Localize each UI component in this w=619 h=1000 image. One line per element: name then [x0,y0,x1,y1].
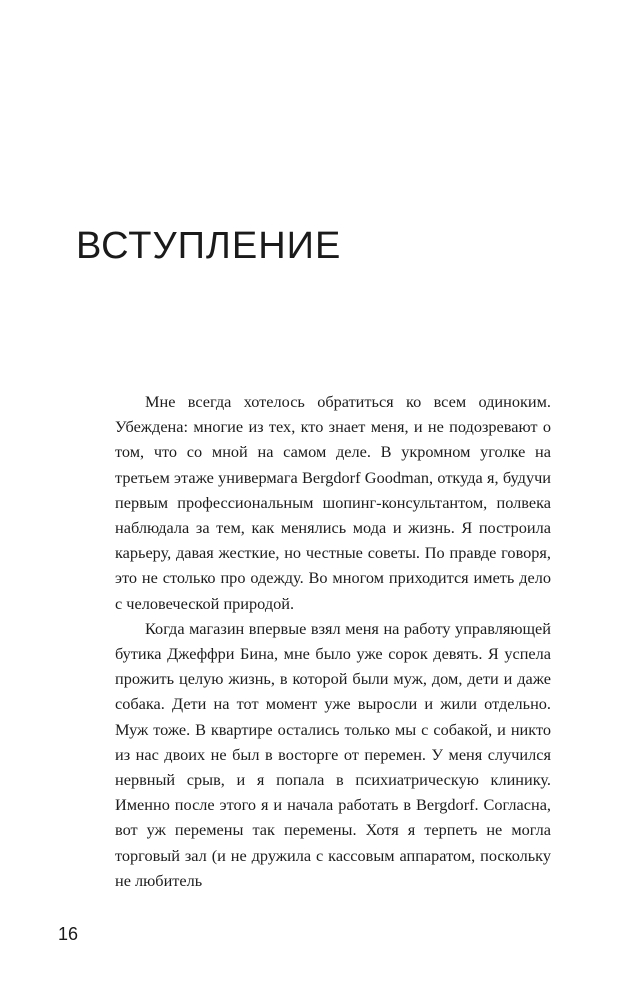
page-number: 16 [58,924,79,944]
chapter-title: ВСТУПЛЕНИЕ [76,225,342,267]
paragraph-1: Мне всегда хотелось обратиться ко всем одиноким. Убеждена: многие из тех, кто знает меня, и не подозревают о том, что со мной на самом деле. В укромном уголке на третьем этаже универмага Bergdorf Goodman, откуда я, будучи первым профессиональным шопинг-консультантом, полвека наблюдала за тем, как менялись мода и жизнь. Я построила карьеру, давая жесткие, но честные советы. По правде говоря, это не столько про одежду. Во многом приходится иметь дело с человеческой природой. [115,392,551,613]
paragraph-2: Когда магазин впервые взял меня на работу управляющей бутика Джеффри Бина, мне было уже сорок девять. Я успела прожить целую жизнь, в которой были муж, дом, дети и даже собака. Дети на тот момент уже выросли и жили отдельно. Муж тоже. В квартире остались только мы с собакой, и никто из нас двоих не был в восторге от перемен. У меня случился нервный срыв, и я попала в психиатрическую клинику. Именно после этого я и начала работать в Bergdorf. Согласна, вот уж перемены так перемены. Хотя я терпеть не могла торговый зал (и не дружила с кассовым аппаратом, поскольку не любитель [115,618,551,890]
body-text [115,389,551,893]
